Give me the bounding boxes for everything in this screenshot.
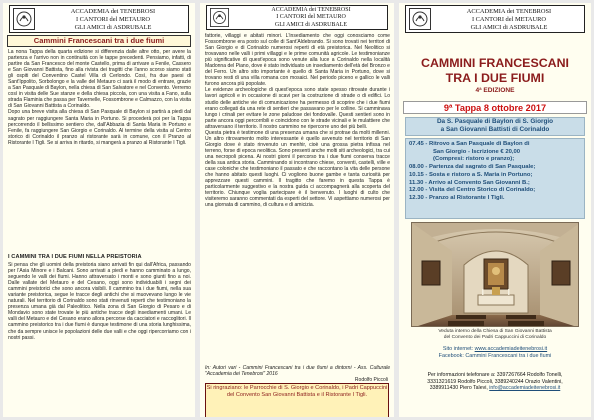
header-line-3: GLI AMICI di ASDRUBALE bbox=[274, 21, 348, 28]
header-line-1: ACCADEMIA dei TENEBROSI bbox=[271, 7, 351, 13]
route-box bbox=[405, 117, 585, 136]
cover-title-2: TRA I DUE FIUMI bbox=[445, 71, 545, 85]
middle-body bbox=[205, 33, 390, 363]
middle-paragraph-1: fattorie, villaggi e abitati minori. L'insediamento che oggi conosciamo come Fossombrone era posto sul colle di Sant'Aldebrando. Si sono trovati nei territori di San Giorgio e di Corinaldo numerosi reperti di età preistorica. Nel Neolitico si trovavano nelle valli i primi villaggi e le prime comunità agricole. Le testimonianze più significative di quest'epoca sono venute alla luce a Corinaldo nella località Madonna del Piano, dove è stato individuato un insediamento dell'età del Bronzo e del Ferro. Un altro sito importante è quello di Santa Maria in Portuno, dove si trovano resti di una villa romana con mosaici. Nel periodo piceno e gallico le valli furono ancora più popolate. bbox=[205, 33, 390, 88]
header-line-1: ACCADEMIA dei TENEBROSI bbox=[466, 8, 552, 15]
photo-caption bbox=[403, 329, 587, 341]
church-interior-photo bbox=[411, 222, 579, 327]
contact-info bbox=[403, 372, 587, 392]
edition-label: 4ª EDIZIONE bbox=[475, 87, 515, 94]
middle-panel bbox=[200, 3, 394, 417]
left-title: Cammini Francescani tra i due fiumi bbox=[7, 35, 191, 47]
header-logo-box-middle bbox=[206, 5, 388, 30]
tappa-date: 9ª Tappa 8 ottobre 2017 bbox=[403, 101, 587, 114]
schedule-item: 08.00 - Partenza dal sagrato di San Pasquale; bbox=[409, 164, 536, 171]
email-link[interactable]: info@accademiadeitenebrosi.it bbox=[489, 385, 561, 392]
accademia-logo-icon bbox=[210, 8, 229, 27]
header-line-2: I CANTORI del METAURO bbox=[276, 14, 346, 21]
caption-line-1: Veduta interno della Chiesa di San Giovanni Battista bbox=[438, 329, 552, 334]
left-section-heading: I CAMMINI TRA I DUE FIUMI NELLA PREISTORIA bbox=[8, 254, 142, 260]
info-line-3: 3389911430 Piero Talevi, bbox=[429, 385, 488, 392]
schedule-item: 12.00 - Visita del Centro Storico di Corinaldo; bbox=[409, 187, 536, 194]
schedule-item: 07.45 - Ritrovo a San Pasquale di Baylon di bbox=[409, 141, 530, 147]
schedule-item: 10.15 - Sosta e ristoro a S. Maria in Portuno; bbox=[409, 171, 533, 178]
caption-line-2: del Convento dei Padri Cappuccini di Corinaldo bbox=[443, 335, 547, 340]
header-logo-box-right bbox=[405, 5, 585, 33]
cover-title-1: CAMMINI FRANCESCANI bbox=[421, 56, 569, 70]
header-line-3: GLI AMICI di ASDRUBALE bbox=[74, 24, 152, 31]
site-link[interactable]: www.accademiadeitenebrosi.it bbox=[474, 346, 548, 352]
website-block bbox=[403, 346, 587, 360]
header-lines bbox=[436, 8, 582, 32]
header-line-2: I CANTORI del METAURO bbox=[471, 16, 547, 23]
thanks-box: Si ringraziano: le Parrocchie di S. Giorgio e Corinaldo, i Padri Cappuccini del Convento San Giovanni Battista e il Ristorante I Tigli. bbox=[205, 383, 389, 417]
route-to: a San Giovanni Battisti di Corinaldo bbox=[440, 126, 550, 134]
left-panel bbox=[3, 3, 195, 417]
header-line-2: I CANTORI del METAURO bbox=[75, 16, 151, 23]
middle-source-note: In: Autori vari - Cammini Francescani tra i due fiumi a dintorni - Ass. Culturale "Accademia dei Tenebrosi" 2016 bbox=[205, 365, 390, 378]
info-line-2: 3331321619 Rodolfo Piccoli, 3389240244 Orazio Valentini, bbox=[427, 378, 563, 385]
header-logo-box bbox=[9, 5, 189, 33]
schedule-item: San Giorgio - Iscrizione € 20,00 bbox=[433, 148, 521, 155]
middle-paragraph-3: Questa pietra è testimone di una presenza umana che si protrae da molti millenni. Un altro ritrovamento molto interessante è quello avvenuto nel territorio di San Giorgio dove è stato rinvenuto un menhir, cioè una grossa pietra infissa nel terreno, forse di epoca neolitica. Sono presenti anche molti siti archeologici, tra cui una necropoli picena. Ai nostri giorni il percorso tra i due fiumi conserva tracce della sua antica storia. Camminando si incontrano chiese, conventi, castelli, ville e case coloniche che testimoniano il passato e che raccontano la vita delle persone che hanno abitato questi luoghi. Ci vogliono buone gambe e tanta curiosità per apprezzare questi cammini. Il tragitto che faremo in questa Tappa è particolarmente suggestivo e la nostra guida ci accompagnerà alla scoperta del territorio. Chiunque voglia partecipare è il benvenuto. I luoghi di culto che visiteremo saranno commentati da esperti del settore. Vi aspettiamo numerosi per una giornata di cammino, di cultura e di amicizia. bbox=[205, 129, 390, 209]
info-line-1: Per informazioni telefonare a: 3397267664 Rodolfo Tonelli, bbox=[427, 372, 563, 378]
accademia-logo-icon bbox=[409, 8, 431, 30]
left-paragraph-2: Dopo una breve visita alla chiesa di San Pasquale di Baylon si partirà a piedi dal sagrato per raggiungere Santa Maria in Portuno. Si procederà poi per la Tappa percorrendo il bellissimo sentiero che, dall'Abbazia di Santa Maria in Portuno e Fenile, fa raggiungere San Giorgio e Corinaldo. Al termine della visita al Centro storico di Corinaldo il pranzo al ristorante sarà in comune, con il Pranzo al Ristorante I Tigli. Se si arriva in ritardo, si mangerà a pranzo al Ristorante I Tigli. bbox=[8, 109, 191, 146]
schedule-item: (Compresi: ristoro e pranzo); bbox=[433, 156, 515, 163]
site-label: Sito internet: bbox=[442, 346, 474, 352]
route-from: Da S. Pasquale di Baylon di S. Giorgio bbox=[436, 118, 554, 125]
left-body-upper bbox=[8, 49, 191, 146]
header-lines bbox=[237, 7, 385, 29]
middle-signature: Rodolfo Piccoli bbox=[354, 377, 388, 383]
right-panel bbox=[399, 3, 591, 417]
facebook-line: Facebook: Cammini Francescani tra i due fiumi bbox=[438, 353, 552, 360]
left-body-lower bbox=[8, 262, 191, 414]
accademia-logo-icon bbox=[13, 8, 35, 30]
header-lines bbox=[40, 8, 186, 32]
left-paragraph-3: Si pensa che gli uomini della preistoria siano arrivati fin qui dall'Africa, passando per l'Asia Minore e i Balcani. Sono arrivati a piedi e hanno camminato a lungo, seguendo le valli dei fiumi. Hanno attraversato i monti e sono giunti fino a noi. Dalle vallate del Metauro e del Cesano, oggi sono individuabili i segni dei cammini preistorici che sono ancora visibili. Il cammino tra i due fiumi, nella sua variante preistorica, segue le tracce degli antichi che si muovevano lungo le vie naturali. Nel territorio di Corinaldo sono stati rinvenuti reperti che testimoniano la presenza umana già dal Paleolitico. Nella zona di San Giorgio di Pesaro e di Mondavio sono state trovate le più antiche tracce degli insediamenti umani. Le valli del Metauro e del Cesano erano allora percorse da cacciatori e raccoglitori. Il cammino preistorico tra i due fiumi è dunque testimone di una storia lunghissima, che da sempre unisce le popolazioni delle due valli e che oggi ripercorriamo con i nostri passi. bbox=[8, 262, 191, 341]
schedule-item: 11.30 - Arrivo al Convento San Giovanni B.; bbox=[409, 179, 530, 186]
schedule-item: 12.30 - Pranzo al Ristorante I Tigli. bbox=[409, 194, 505, 201]
header-line-3: GLI AMICI di ASDRUBALE bbox=[470, 24, 548, 31]
header-line-1: ACCADEMIA dei TENEBROSI bbox=[70, 8, 156, 15]
left-paragraph-1: La nona Tappa della quarta edizione si differenzia dalle altre otto, per avere la partenza e l'arrivo non in continuità con le tappe precedenti. Pensiamo, infatti, di partire da San Francesco del monte Castello, prima di arrivare a Fenile, Cassero e San Giovanni Battista, fino alla rivista dei tragitti che l'anno scorso siamo stati gli ospiti del Conventino Castel Villa di Cerlondo. Così, fra due paesi di Sant'Ippolito, Sorbolongo e la valle del Metauro ci sarà il modo di entrare, grazie a San Pasquale di Baylon, nella chiesa di San Salvatore e nel Convento. Verremo così in visita delle Sue stanze e della chiesa piccola, con una visita a Fano, sulla strada Flaminia che passa per Tavernelle, Fossombrone e Calmazzo, con la visita di San Giovanni Battista a Corinaldo. bbox=[8, 49, 191, 110]
middle-paragraph-2: Le evidenze archeologiche di quest'epoca sono state spesso ritrovate durante i lavori agricoli e in occasione di scavi per la costruzione di strade o di edifici. Lo studio delle antiche vie di comunicazione ha permesso di scoprire che i due fiumi erano collegati da una rete di sentieri che passavano per le colline. Si camminava lungo i crinali per evitare le zone paludose dei fondovalle. Questi sentieri sono in parte ancora oggi percorribili e coincidono con le strade vicinali e le mulattiere che attraversano il territorio. Il nostro cammino ne ripercorre uno dei più belli. bbox=[205, 87, 390, 130]
schedule-box bbox=[405, 138, 585, 219]
